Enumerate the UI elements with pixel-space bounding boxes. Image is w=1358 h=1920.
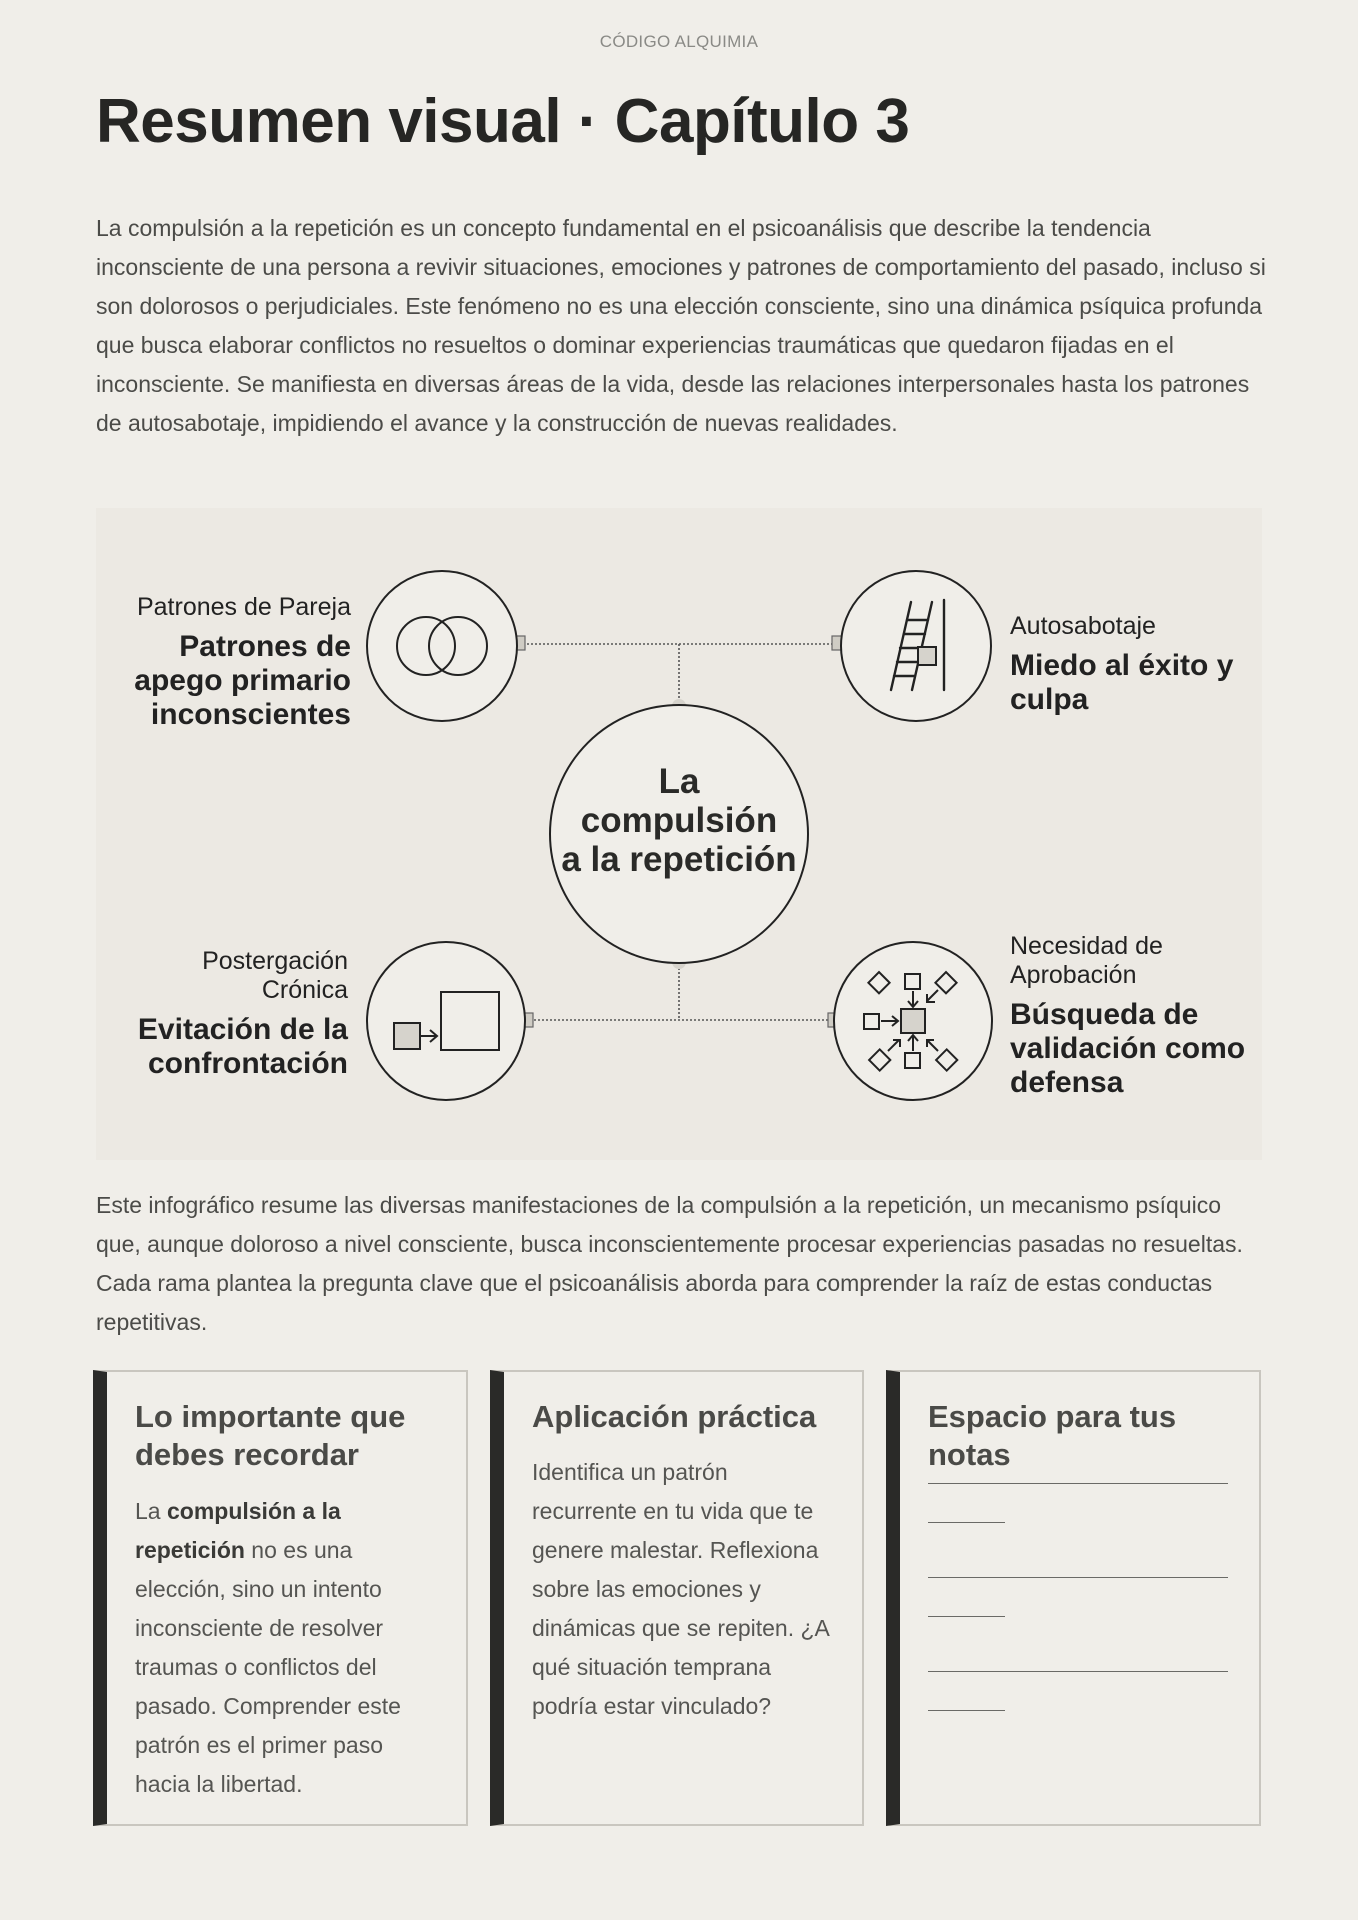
- branch-top-right: [1010, 612, 1260, 717]
- branch-bottom-right-main: Búsqueda de validación como defensa: [1010, 998, 1246, 1099]
- branch-bottom-left-main: Evitación de la confrontación: [137, 1013, 348, 1080]
- center-label-line3: a la repetición: [561, 840, 797, 879]
- branch-bottom-left: [112, 947, 348, 1081]
- ladder-icon: [841, 571, 991, 721]
- summary-paragraph: Este infográfico resume las diversas manifestaciones de la compulsión a la repetición, un mecanismo psíquico que, aunque doloroso a nivel consciente, busca inconscientemente procesar experiencias pasadas no resueltas. Cada rama plantea la pregunta clave que el psicoanálisis aborda para comprender la raíz de estas conductas repetitivas.: [96, 1192, 1243, 1335]
- branch-bottom-right: [1010, 932, 1260, 1100]
- branch-top-right-main: Miedo al éxito y culpa: [1010, 649, 1234, 716]
- branch-bottom-left-sub: Postergación Crónica: [202, 947, 348, 1004]
- branch-bottom-right-sub: Necesidad de Aprobación: [1010, 932, 1163, 989]
- card-remember-post: no es una elección, sino un intento inconsciente de resolver traumas o conflictos del pasado. Comprender este patrón es el primer paso hacia la libertad.: [135, 1537, 401, 1797]
- branch-top-left-sub: Patrones de Pareja: [136, 593, 351, 621]
- note-line[interactable]: [928, 1616, 1005, 1617]
- card-notes-title: Espacio para tus notas: [928, 1399, 1177, 1472]
- branch-top-right-sub: Autosabotaje: [1010, 612, 1156, 640]
- note-line[interactable]: [928, 1710, 1005, 1711]
- card-remember-bold: compulsión a la repetición: [135, 1498, 341, 1563]
- center-label-line2: compulsión: [580, 801, 778, 840]
- note-line[interactable]: [928, 1522, 1005, 1523]
- card-remember-body: [135, 1492, 435, 1804]
- brand-label: CÓDIGO ALQUIMIA: [599, 32, 759, 51]
- center-label-line1: La: [658, 762, 700, 801]
- note-line[interactable]: [928, 1671, 1228, 1672]
- note-line[interactable]: [928, 1577, 1228, 1578]
- branch-top-left-main: Patrones de apego primario inconscientes: [134, 630, 351, 731]
- card-practice-title: Aplicación práctica: [532, 1399, 817, 1434]
- overlapping-circles-icon: [367, 571, 517, 721]
- branch-top-left: [112, 593, 351, 732]
- card-practice-body: Identifica un patrón recurrente en tu vida que te genere malestar. Reflexiona sobre las emociones y dinámicas que se repiten. ¿A qué situación temprana podría estar vinculado?: [532, 1459, 829, 1719]
- note-line[interactable]: [928, 1483, 1228, 1484]
- converging-arrows-icon: [834, 942, 992, 1100]
- card-notes: [886, 1370, 1261, 1826]
- small-to-large-square-icon: [367, 942, 525, 1100]
- center-label: [446, 762, 912, 879]
- intro-paragraph: La compulsión a la repetición es un concepto fundamental en el psicoanálisis que describe la tendencia inconsciente de una persona a revivir situaciones, emociones y patrones de comportamiento del pasado, incluso si son dolorosos o perjudiciales. Este fenómeno no es una elección consciente, sino una dinámica psíquica profunda que busca elaborar conflictos no resueltos o dominar experiencias traumáticas que quedaron fijadas en el inconsciente. Se manifiesta en diversas áreas de la vida, desde las relaciones interpersonales hasta los patrones de autosabotaje, impidiendo el avance y la construcción de nuevas realidades.: [96, 215, 1266, 436]
- card-remember-title: Lo importante que debes recordar: [135, 1399, 406, 1472]
- card-practice: [490, 1370, 864, 1826]
- page-title: Resumen visual · Capítulo 3: [96, 87, 910, 156]
- card-remember-pre: La: [135, 1498, 167, 1524]
- card-remember: [93, 1370, 468, 1826]
